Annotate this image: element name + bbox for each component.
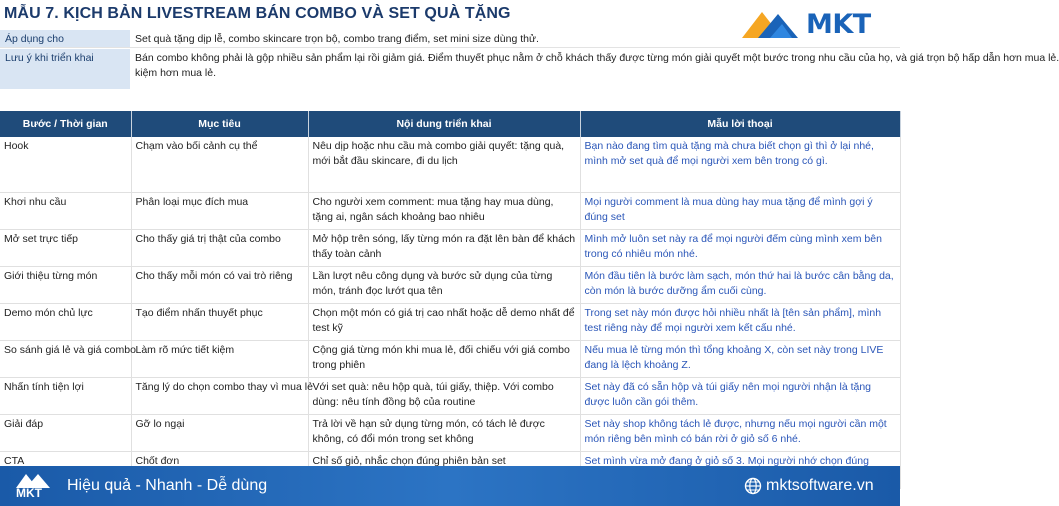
page-title: MẪU 7. KỊCH BẢN LIVESTREAM BÁN COMBO VÀ SET QUÀ TẶNG [4, 5, 511, 22]
cell-dialogue: Mọi người comment là mua dùng hay mua tặng để mình gợi ý đúng set [580, 192, 900, 229]
slogan: Hiệu quả - Nhanh - Dễ dùng [67, 477, 268, 494]
info-label: Lưu ý khi triển khai [0, 49, 130, 89]
cell-content: Chỉ số giỏ, nhắc chọn đúng phiên bản set [308, 451, 580, 488]
cell-dialogue: Set này đã có sẵn hộp và túi giấy nên mọi người nhận là tặng được luôn cần gói thêm. [580, 377, 900, 414]
table-header-row [0, 111, 900, 137]
table-row [0, 414, 900, 451]
cell-dialogue: Bạn nào đang tìm quà tặng mà chưa biết chọn gì thì ở lại nhé, mình mở set quà để mọi người xem bên trong có gì. [580, 137, 900, 192]
cell-content: Mở hộp trên sóng, lấy từng món ra đặt lên bàn để khách thấy toàn cảnh [308, 229, 580, 266]
header-goal: Mục tiêu [131, 111, 308, 137]
cell-step: Hook [0, 137, 131, 192]
cell-step: So sánh giá lẻ và giá combo [0, 340, 131, 377]
info-value-text: Bán combo không phải là gộp nhiều sản phẩm lại rồi giảm giá. Điểm thuyết phục nằm ở chỗ khách thấy được từng món giải quyết một bước trong nhu cầu của họ, và giá trọn bộ hấp dẫn hơn mua lẻ. [135, 52, 1059, 64]
cell-goal: Làm rõ mức tiết kiệm [131, 340, 308, 377]
cell-content: Nêu dịp hoặc nhu cầu mà combo giải quyết: tặng quà, mới bắt đầu skincare, đi du lịch [308, 137, 580, 192]
info-row-note [0, 49, 1059, 89]
cell-step: Mở set trực tiếp [0, 229, 131, 266]
cell-goal: Gỡ lo ngại [131, 414, 308, 451]
cell-dialogue: Trong set này món được hỏi nhiều nhất là [tên sản phẩm], mình test riêng này để mọi người xem kết cấu nhé. [580, 303, 900, 340]
table-row [0, 229, 900, 266]
table-row [0, 192, 900, 229]
cell-goal: Chốt đơn [131, 451, 308, 488]
info-value: Set quà tặng dịp lễ, combo skincare trọn bộ, combo trang điểm, set mini size dùng thử. [135, 33, 539, 45]
brand-name: MKT [806, 9, 871, 40]
table-row [0, 377, 900, 414]
cell-step: Giải đáp [0, 414, 131, 451]
cell-content: Trả lời về hạn sử dụng từng món, có tách lẻ được không, có đổi món trong set không [308, 414, 580, 451]
info-value-text-line2: kiệm hơn mua lẻ. [135, 67, 217, 79]
info-row-apply [0, 30, 900, 48]
cell-goal: Cho thấy mỗi món có vai trò riêng [131, 266, 308, 303]
cell-content: Cộng giá từng món khi mua lẻ, đối chiếu với giá combo trong phiên [308, 340, 580, 377]
table-row [0, 340, 900, 377]
cell-step: Demo món chủ lực [0, 303, 131, 340]
cell-goal: Tăng lý do chọn combo thay vì mua lẻ [131, 377, 308, 414]
cell-dialogue: Món đầu tiên là bước làm sạch, món thứ hai là bước cân bằng da, còn món là bước dưỡng ẩm cuối cùng. [580, 266, 900, 303]
cell-step: Giới thiệu từng món [0, 266, 131, 303]
cell-content: Với set quà: nêu hộp quà, túi giấy, thiệp. Với combo dùng: nêu tính đồng bộ của routine [308, 377, 580, 414]
info-label: Áp dụng cho [0, 30, 130, 47]
cell-goal: Cho thấy giá trị thật của combo [131, 229, 308, 266]
table-row [0, 303, 900, 340]
cell-step: Khơi nhu cầu [0, 192, 131, 229]
footer-bar [0, 466, 900, 506]
cell-dialogue: Set này shop không tách lẻ được, nhưng nếu mọi người cần một món riêng bên mình có bán rời ở giỏ số 6 nhé. [580, 414, 900, 451]
footer-logo-text: MKT [16, 486, 42, 500]
cell-goal: Chạm vào bối cảnh cụ thể [131, 137, 308, 192]
script-table [0, 111, 901, 489]
cell-goal: Tạo điểm nhấn thuyết phục [131, 303, 308, 340]
info-value [131, 49, 1059, 83]
cell-dialogue: Set mình vừa mở đang ở giỏ số 3. Mọi người nhớ chọn đúng [580, 451, 900, 488]
cell-step: CTA [0, 451, 131, 488]
website-link[interactable]: mktsoftware.vn [766, 477, 874, 494]
cell-dialogue: Mình mở luôn set này ra để mọi người đếm cùng mình xem bên trong có nhiêu món nhé. [580, 229, 900, 266]
header-content: Nội dung triển khai [308, 111, 580, 137]
table-row [0, 266, 900, 303]
cell-content: Chọn một món có giá trị cao nhất hoặc dễ demo nhất để test kỹ [308, 303, 580, 340]
cell-content: Lần lượt nêu công dụng và bước sử dụng của từng món, tránh đọc lướt qua tên [308, 266, 580, 303]
cell-content: Cho người xem comment: mua tặng hay mua dùng, tặng ai, ngân sách khoảng bao nhiêu [308, 192, 580, 229]
header-step: Bước / Thời gian [0, 111, 131, 137]
header-dialogue: Mẫu lời thoại [580, 111, 900, 137]
cell-step: Nhấn tính tiện lợi [0, 377, 131, 414]
table-row [0, 137, 900, 192]
globe-icon [744, 477, 762, 495]
cell-goal: Phân loại mục đích mua [131, 192, 308, 229]
cell-dialogue: Nếu mua lẻ từng món thì tổng khoảng X, còn set này trong LIVE đang là lệch khoảng Z. [580, 340, 900, 377]
